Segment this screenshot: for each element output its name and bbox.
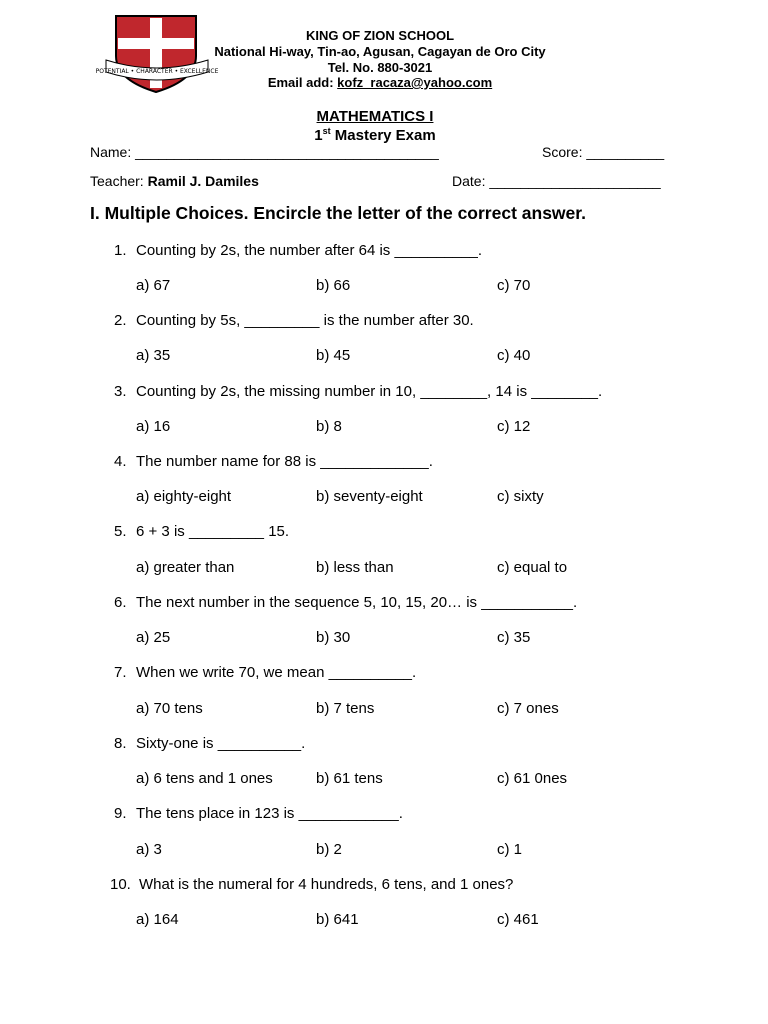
q10-option-a[interactable]: a) 164: [136, 911, 179, 928]
q8-option-c[interactable]: c) 61 0nes: [497, 770, 568, 787]
date-field: Date: ______________________: [452, 173, 661, 189]
email-label: Email add:: [267, 75, 338, 90]
title-rest: Mastery Exam: [330, 127, 436, 144]
question-text: What is the numeral for 4 hundreds, 6 tens, and 1 ones?: [139, 876, 514, 893]
question-3: [114, 383, 602, 400]
question-text: Counting by 2s, the missing number in 10, ________, 14 is ________.: [136, 383, 603, 400]
score-field: Score: __________: [542, 144, 665, 160]
q7-option-a[interactable]: a) 70 tens: [136, 700, 203, 717]
exam-title: [250, 126, 500, 144]
q1-option-c[interactable]: c) 70: [497, 277, 531, 294]
school-logo: [95, 14, 219, 94]
q6-option-c[interactable]: c) 35: [497, 629, 531, 646]
q10-option-c[interactable]: c) 461: [497, 911, 539, 928]
q5-option-b[interactable]: b) less than: [316, 559, 394, 576]
question-text: When we write 70, we mean __________.: [136, 664, 417, 681]
question-2: [114, 312, 474, 329]
q1-option-a[interactable]: a) 67: [136, 277, 171, 294]
question-1: [114, 242, 482, 259]
section-title: I. Multiple Choices. Encircle the letter of the correct answer.: [90, 203, 586, 223]
q1-option-b[interactable]: b) 66: [316, 277, 351, 294]
name-field: Name: _______________________________________: [90, 144, 439, 160]
question-text: Sixty-one is __________.: [136, 735, 306, 752]
q6-option-a[interactable]: a) 25: [136, 629, 171, 646]
school-address: National Hi-way, Tin-ao, Agusan, Cagayan de Oro City: [214, 44, 546, 59]
q10-option-b[interactable]: b) 641: [316, 911, 359, 928]
question-number: 1.: [114, 242, 127, 259]
school-email: [200, 75, 560, 90]
question-text: The next number in the sequence 5, 10, 15, 20… is ___________.: [136, 594, 578, 611]
q3-option-c[interactable]: c) 12: [497, 418, 531, 435]
q2-option-a[interactable]: a) 35: [136, 347, 171, 364]
q7-option-b[interactable]: b) 7 tens: [316, 700, 375, 717]
q9-option-a[interactable]: a) 3: [136, 841, 162, 858]
question-5: [114, 523, 289, 540]
title-ordinal: 1: [314, 127, 323, 144]
question-6: [114, 594, 577, 611]
question-number: 6.: [114, 594, 127, 611]
question-number: 8.: [114, 735, 127, 752]
teacher-name: Ramil J. Damiles: [147, 173, 259, 189]
question-text: 6 + 3 is _________ 15.: [136, 523, 290, 540]
school-name: KING OF ZION SCHOOL: [305, 28, 455, 43]
question-number: 2.: [114, 312, 127, 329]
question-10: [110, 876, 513, 893]
question-text: The number name for 88 is _____________.: [136, 453, 433, 470]
teacher-label: Teacher:: [90, 173, 148, 189]
q9-option-b[interactable]: b) 2: [316, 841, 342, 858]
exam-subject: MATHEMATICS I: [316, 108, 434, 125]
q2-option-c[interactable]: c) 40: [497, 347, 531, 364]
question-number: 3.: [114, 383, 127, 400]
email-address[interactable]: kofz_racaza@yahoo.com: [337, 75, 493, 90]
question-text: Counting by 2s, the number after 64 is __________.: [136, 242, 483, 259]
question-4: [114, 453, 433, 470]
school-tel: Tel. No. 880-3021: [327, 60, 433, 75]
q4-option-a[interactable]: a) eighty-eight: [136, 488, 232, 505]
question-number: 4.: [114, 453, 127, 470]
q9-option-c[interactable]: c) 1: [497, 841, 523, 858]
q6-option-b[interactable]: b) 30: [316, 629, 351, 646]
q4-option-b[interactable]: b) seventy-eight: [316, 488, 423, 505]
q5-option-c[interactable]: c) equal to: [497, 559, 568, 576]
q7-option-c[interactable]: c) 7 ones: [497, 700, 559, 717]
logo-motto: POTENTIAL • CHARACTER • EXCELLENCE: [95, 68, 219, 75]
title-suffix: st: [322, 126, 331, 136]
question-7: [114, 664, 416, 681]
question-number: 7.: [114, 664, 127, 681]
q3-option-a[interactable]: a) 16: [136, 418, 171, 435]
teacher-field: [90, 173, 259, 189]
question-number: 9.: [114, 805, 127, 822]
q8-option-b[interactable]: b) 61 tens: [316, 770, 383, 787]
q3-option-b[interactable]: b) 8: [316, 418, 342, 435]
question-8: [114, 735, 305, 752]
question-number: 10.: [110, 876, 131, 893]
question-text: The tens place in 123 is ____________.: [136, 805, 403, 822]
q5-option-a[interactable]: a) greater than: [136, 559, 235, 576]
question-number: 5.: [114, 523, 127, 540]
question-text: Counting by 5s, _________ is the number after 30.: [136, 312, 474, 329]
q4-option-c[interactable]: c) sixty: [497, 488, 544, 505]
question-9: [114, 805, 403, 822]
q8-option-a[interactable]: a) 6 tens and 1 ones: [136, 770, 273, 787]
q2-option-b[interactable]: b) 45: [316, 347, 351, 364]
